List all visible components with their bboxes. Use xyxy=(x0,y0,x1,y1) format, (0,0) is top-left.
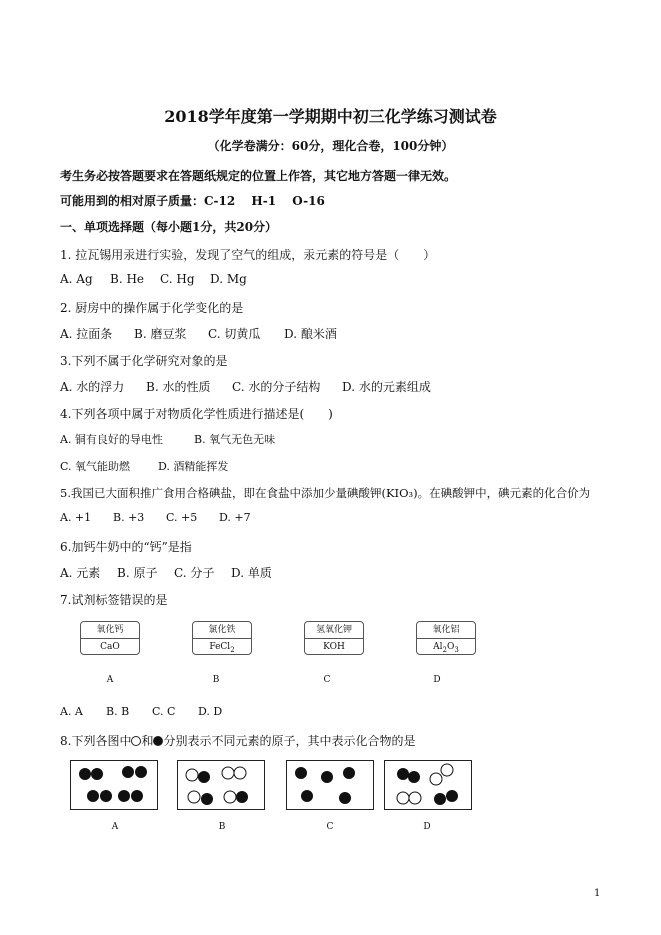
molecule-diagram-b xyxy=(177,760,265,810)
question-6-options xyxy=(60,564,288,581)
question-5-stem: 5.我国已大面积推广食用合格碘盐，即在食盐中添加少量碘酸钾(KIO₃)。在碘酸钾中，碘元素的化合价为 xyxy=(60,486,591,500)
page-title: 2018学年度第一学期期中初三化学练习测试卷 xyxy=(164,107,497,126)
question-3-stem: 3.下列不属于化学研究对象的是 xyxy=(60,354,228,368)
reagent-label-a-formula: CaO xyxy=(100,642,120,652)
atom-hollow xyxy=(441,764,453,776)
reagent-label-c-name: 氢氧化钾 xyxy=(305,622,363,639)
atom-hollow xyxy=(222,767,234,779)
q2-option-b[interactable]: B. 磨豆浆 xyxy=(134,327,187,341)
molecule-caption-d: D xyxy=(423,822,431,832)
reagent-label-b-formula: FeCl xyxy=(209,642,231,652)
atom-solid xyxy=(201,793,213,805)
q8-stem-part-1: 8.下列各图中 xyxy=(60,734,132,748)
atom-solid xyxy=(131,790,143,802)
q1-option-a[interactable]: A. Ag xyxy=(60,272,93,286)
question-1-stem: 1. 拉瓦锡用汞进行实验，发现了空气的组成，汞元素的符号是（ ） xyxy=(60,248,436,262)
atom-solid xyxy=(434,793,446,805)
question-3-options xyxy=(60,378,452,395)
q1-option-b[interactable]: B. He xyxy=(110,272,145,286)
q7-option-c[interactable]: C. C xyxy=(152,705,176,718)
q4-option-a[interactable]: A. 铜有良好的导电性 xyxy=(60,433,163,446)
atom-solid xyxy=(397,768,409,780)
atom-solid xyxy=(87,790,99,802)
atom-solid xyxy=(118,790,130,802)
reagent-label-b xyxy=(192,621,252,655)
atom-hollow xyxy=(188,791,200,803)
q2-option-d[interactable]: D. 酿米酒 xyxy=(284,327,337,341)
question-7-stem: 7.试剂标签错误的是 xyxy=(60,593,168,607)
molecule-diagram-c xyxy=(286,760,374,810)
q7-option-a[interactable]: A. A xyxy=(60,705,83,718)
reagent-label-d-name: 氧化铝 xyxy=(417,622,475,639)
reagent-label-a-name: 氧化钙 xyxy=(81,622,139,639)
reagent-label-d xyxy=(416,621,476,655)
molecule-caption-a: A xyxy=(111,822,119,832)
q1-option-d[interactable]: D. Mg xyxy=(210,272,247,286)
q8-stem-part-2: 和 xyxy=(141,734,154,748)
question-5-options xyxy=(60,511,272,524)
atom-solid xyxy=(198,771,210,783)
solid-atom-icon xyxy=(153,736,163,746)
q5-option-d[interactable]: D. +7 xyxy=(219,511,251,524)
reagent-label-d-formula-wrap xyxy=(417,639,475,655)
question-8-stem xyxy=(60,732,415,749)
section-heading: 一、单项选择题（每小题1分，共20分） xyxy=(60,220,278,234)
q6-option-b[interactable]: B. 原子 xyxy=(117,566,158,580)
reagent-label-c xyxy=(304,621,364,655)
molecule-caption-b: B xyxy=(218,822,226,832)
hollow-atom-icon xyxy=(131,736,141,746)
q5-option-b[interactable]: B. +3 xyxy=(113,511,145,524)
atom-solid xyxy=(408,771,420,783)
q3-option-c[interactable]: C. 水的分子结构 xyxy=(232,380,321,394)
reagent-label-a xyxy=(80,621,140,655)
q5-option-c[interactable]: C. +5 xyxy=(166,511,198,524)
q2-option-c[interactable]: C. 切黄瓜 xyxy=(208,327,261,341)
reagent-label-b-name: 氯化铁 xyxy=(193,622,251,639)
atom-hollow xyxy=(430,773,442,785)
atom-solid xyxy=(321,771,333,783)
q7-option-d[interactable]: D. D xyxy=(198,705,223,718)
molecule-diagram-a xyxy=(70,760,158,810)
q2-option-a[interactable]: A. 拉面条 xyxy=(60,327,113,341)
atomic-mass-text: 可能用到的相对原子质量：C-12 H-1 O-16 xyxy=(60,194,325,208)
reagent-caption-c: C xyxy=(323,675,331,685)
q1-option-c[interactable]: C. Hg xyxy=(160,272,195,286)
atom-solid xyxy=(236,791,248,803)
question-7-options xyxy=(60,705,244,718)
reagent-label-d-sub-al: 2 xyxy=(442,645,447,654)
question-2-options xyxy=(60,325,358,342)
atom-solid xyxy=(91,768,103,780)
atom-solid xyxy=(135,766,147,778)
question-6-stem: 6.加钙牛奶中的“钙”是指 xyxy=(60,540,192,554)
question-1-options xyxy=(60,272,260,286)
molecule-diagram-b-art xyxy=(178,761,264,809)
q3-option-b[interactable]: B. 水的性质 xyxy=(146,380,211,394)
atom-solid xyxy=(339,792,351,804)
molecule-diagram-d-art xyxy=(385,761,471,809)
page-subtitle: （化学卷满分：60分，理化合卷，100分钟） xyxy=(207,139,454,153)
q3-option-a[interactable]: A. 水的浮力 xyxy=(60,380,125,394)
atom-hollow xyxy=(397,792,409,804)
notice-text: 考生务必按答题要求在答题纸规定的位置上作答，其它地方答题一律无效。 xyxy=(60,169,457,183)
question-4-options-row-1 xyxy=(60,431,314,447)
reagent-label-d-formula-al: Al xyxy=(433,642,443,652)
atom-solid xyxy=(122,766,134,778)
q3-option-d[interactable]: D. 水的元素组成 xyxy=(342,380,431,394)
reagent-caption-b: B xyxy=(212,675,220,685)
reagent-caption-a: A xyxy=(106,675,114,685)
atom-solid xyxy=(295,767,307,779)
reagent-label-b-formula-wrap xyxy=(193,639,251,655)
question-4-stem: 4.下列各项中属于对物质化学性质进行描述是( ) xyxy=(60,407,333,421)
question-2-stem: 2. 厨房中的操作属于化学变化的是 xyxy=(60,301,244,315)
atom-hollow xyxy=(234,767,246,779)
question-4-options-row-2 xyxy=(60,458,258,474)
page-number: 1 xyxy=(594,888,601,899)
atom-hollow xyxy=(186,769,198,781)
q6-option-c[interactable]: C. 分子 xyxy=(174,566,215,580)
molecule-caption-c: C xyxy=(326,822,334,832)
molecule-diagram-d xyxy=(384,760,472,810)
q8-stem-part-3: 分别表示不同元素的原子，其中表示化合物的是 xyxy=(163,734,416,748)
atom-hollow xyxy=(409,792,421,804)
atom-hollow xyxy=(224,791,236,803)
reagent-label-c-formula: KOH xyxy=(323,642,345,652)
atom-solid xyxy=(446,790,458,802)
reagent-label-b-subscript: 2 xyxy=(230,645,235,654)
reagent-label-d-sub-o: 3 xyxy=(454,645,459,654)
reagent-label-d-formula-o: O xyxy=(447,642,455,652)
q4-option-c[interactable]: C. 氧气能助燃 xyxy=(60,460,131,473)
molecule-diagram-a-art xyxy=(71,761,157,809)
q7-option-b[interactable]: B. B xyxy=(106,705,130,718)
q4-option-d[interactable]: D. 酒精能挥发 xyxy=(158,460,229,473)
molecule-diagram-c-art xyxy=(287,761,373,809)
atom-solid xyxy=(343,767,355,779)
atom-solid xyxy=(301,790,313,802)
q4-option-b[interactable]: B. 氧气无色无味 xyxy=(194,433,276,446)
atom-solid xyxy=(100,790,112,802)
q5-option-a[interactable]: A. +1 xyxy=(60,511,92,524)
atom-solid xyxy=(79,768,91,780)
reagent-caption-d: D xyxy=(433,675,441,685)
q6-option-d[interactable]: D. 单质 xyxy=(231,566,272,580)
q6-option-a[interactable]: A. 元素 xyxy=(60,566,101,580)
